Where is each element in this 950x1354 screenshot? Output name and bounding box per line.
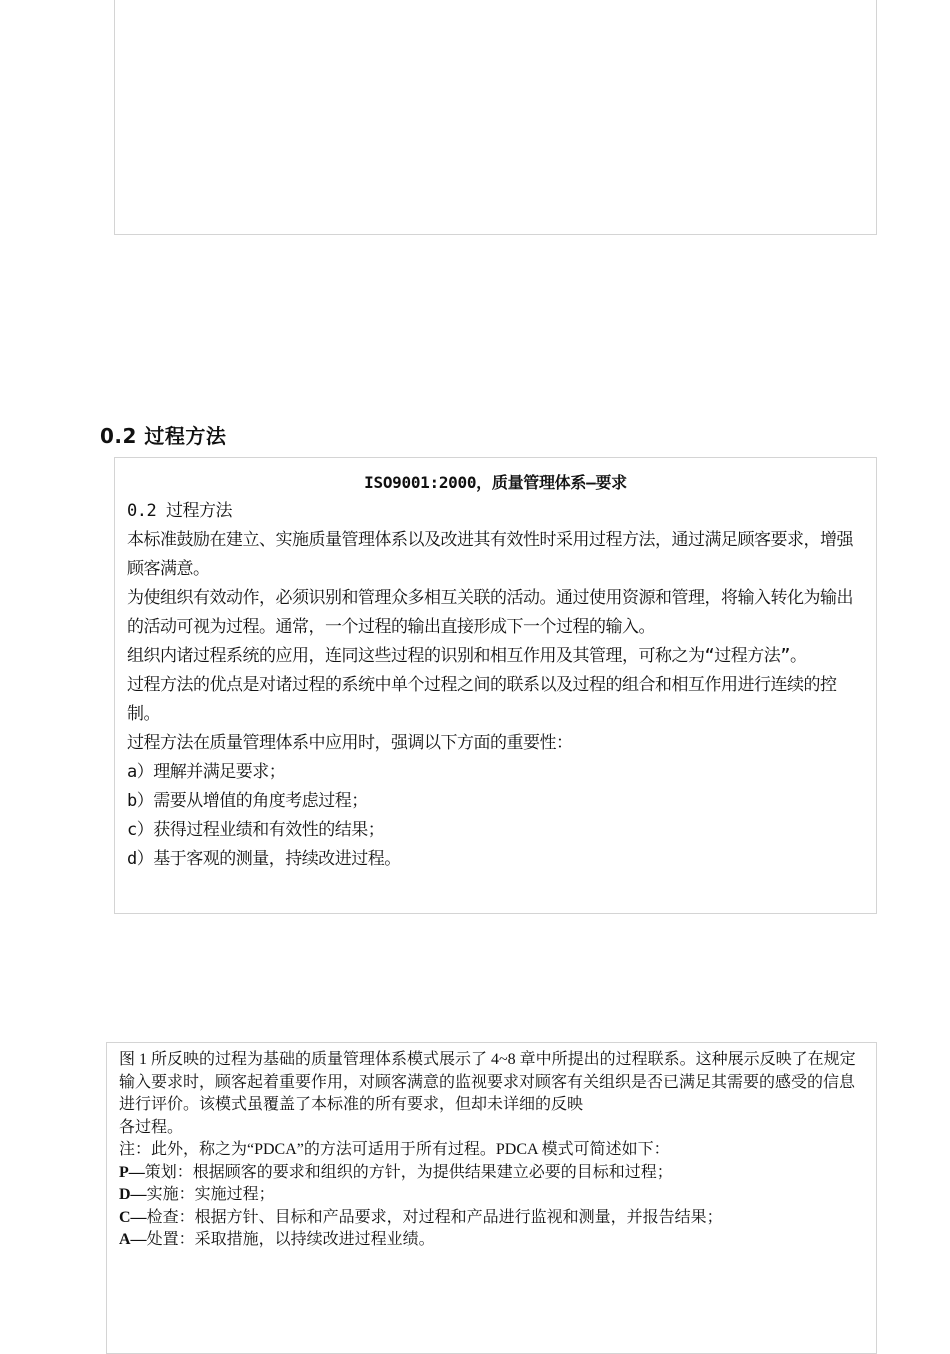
standard-title: ISO9001:2000，质量管理体系—要求 (364, 473, 627, 492)
list-item: c）获得过程业绩和有效性的结果； (127, 820, 385, 840)
pdca-item-do (119, 1184, 866, 1207)
pdca-key: C— (119, 1208, 147, 1226)
pdca-text: 实施：实施过程； (146, 1186, 275, 1203)
pdca-item-plan (119, 1162, 866, 1185)
pdca-intro: 图 1 所反映的过程为基础的质量管理体系模式展示了 4~8 章中所提出的过程联系。这种展示反映了在规定输入要求时，顾客起着重要作用，对顾客满意的监视要求对顾客有关组织是否已满足其需要的感受的信息进行评价。该模式虽覆盖了本标准的所有要求，但却未详细的反映 (119, 1051, 856, 1113)
pdca-body (107, 1043, 876, 1252)
pdca-intro-tail: 各过程。 (119, 1118, 184, 1136)
list-item: d）基于客观的测量，持续改进过程。 (127, 849, 401, 869)
top-content-box (114, 0, 877, 235)
pdca-item-check (119, 1207, 866, 1230)
section-heading: 0.2 过程方法 (100, 424, 227, 448)
standard-paragraph: 本标准鼓励在建立、实施质量管理体系以及改进其有效性时采用过程方法，通过满足顾客要求，增强顾客满意。 (127, 530, 853, 579)
standard-body (115, 497, 876, 874)
standard-paragraph: 过程方法的优点是对诸过程的系统中单个过程之间的联系以及过程的组合和相互作用进行连续的控制。 (127, 675, 837, 724)
pdca-key: P— (119, 1163, 145, 1181)
standard-paragraph: 为使组织有效动作，必须识别和管理众多相互关联的活动。通过使用资源和管理，将输入转化为输出的活动可视为过程。通常，一个过程的输出直接形成下一个过程的输入。 (127, 588, 853, 637)
pdca-key: A— (119, 1231, 147, 1248)
pdca-item-act (119, 1229, 866, 1252)
pdca-text: 检查：根据方针、目标和产品要求，对过程和产品进行监视和测量，并报告结果； (146, 1208, 723, 1226)
standard-subheading: 0.2 过程方法 (127, 501, 232, 521)
list-item: a）理解并满足要求； (127, 762, 286, 782)
list-item: b）需要从增值的角度考虑过程； (127, 791, 368, 811)
standard-excerpt-box (114, 457, 877, 914)
pdca-text: 处置：采取措施，以持续改进过程业绩。 (146, 1231, 435, 1248)
pdca-note: 注：此外，称之为“PDCA”的方法可适用于所有过程。PDCA 模式可简述如下： (119, 1141, 670, 1158)
pdca-key: D— (119, 1186, 147, 1203)
standard-paragraph: 组织内诸过程系统的应用，连同这些过程的识别和相互作用及其管理，可称之为“过程方法”。 (127, 646, 807, 666)
pdca-text: 策划：根据顾客的要求和组织的方针，为提供结果建立必要的目标和过程； (144, 1163, 673, 1181)
standard-paragraph: 过程方法在质量管理体系中应用时，强调以下方面的重要性： (127, 733, 573, 753)
pdca-box (106, 1042, 877, 1354)
